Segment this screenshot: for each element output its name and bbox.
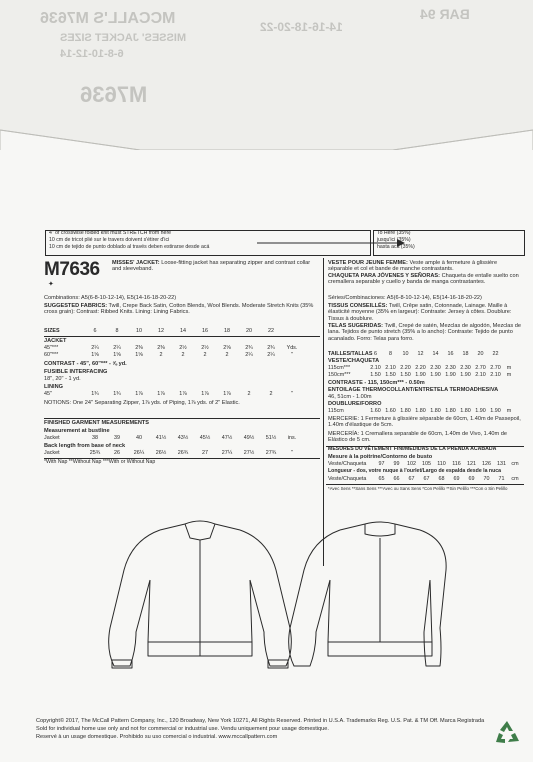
jacket-label-en: JACKET: [44, 338, 67, 344]
bust-title-en: Measurement at bustline: [44, 428, 110, 434]
row-label: 60"***: [44, 352, 59, 358]
table-cell: 2.20: [400, 365, 411, 371]
stretch-line: 10 cm de tejido de punto doblado al través deben estirarse desde acá: [49, 244, 210, 250]
bust-row-fr: [328, 461, 524, 468]
contrast-en: CONTRAST - 45", 60"*** - ⅝ yd.: [44, 361, 127, 367]
table-cell: 1⅞: [135, 391, 143, 397]
table-cell: 1.80: [445, 408, 456, 414]
table-cell: 26¾: [177, 450, 189, 456]
to-here-label: jusqu'ici (35%): [377, 237, 411, 243]
table-cell: 1.90: [490, 408, 501, 414]
table-cell: 2: [269, 391, 273, 397]
table-cell: 2⅜: [157, 345, 165, 351]
table-cell: 1.80: [430, 408, 441, 414]
table-cell: 2¼: [113, 345, 121, 351]
stretch-gauge: [45, 230, 525, 256]
table-cell: 1⅞: [223, 391, 231, 397]
table-cell: 1⅞: [179, 391, 187, 397]
unit-cell: m: [506, 365, 512, 371]
interfacing-fr: 46, 51cm - 1.00m: [328, 394, 372, 400]
unit-cell: cm: [511, 461, 519, 467]
table-cell: 26: [114, 450, 120, 456]
size-cell: 20: [477, 351, 484, 357]
notions-en: NOTIONS: One 24" Separating Zipper, 1⅞ yds. of Piping, 1⅞ yds. of 2" Elastic.: [44, 400, 240, 406]
mirrored-text: MISSES' JACKET SIZES: [60, 32, 187, 44]
table-cell: 38: [92, 435, 98, 441]
table-cell: 2: [159, 352, 163, 358]
table-cell: 2.30: [460, 365, 471, 371]
interfacing-label-fr: ENTOILAGE THERMOCOLLANT/ENTRETELA TERMOADHESIVA: [328, 387, 499, 393]
back-title-fr: Longueur - dos, votre nuque à l'ourlet/Largo de espalda desde la nuca: [328, 468, 502, 474]
size-cell: 12: [158, 328, 164, 334]
to-here-label: hasta acá (35%): [377, 244, 415, 250]
jacket-label-fr: VESTE/CHAQUETA: [328, 358, 380, 364]
table-cell: 1.80: [400, 408, 411, 414]
to-here-label: To Here (35%): [377, 230, 411, 236]
sizes-row-fr: [328, 351, 524, 358]
size-cell: 8: [115, 328, 119, 334]
mirrored-text: M7636: [80, 82, 148, 107]
table-cell: 131: [497, 461, 506, 467]
table-cell: 71: [498, 476, 505, 482]
table-cell: 65: [378, 476, 385, 482]
size-cell: 16: [202, 328, 208, 334]
unit-cell: ": [291, 352, 293, 358]
table-cell: 2.10: [385, 365, 396, 371]
table-cell: 1⅞: [157, 391, 165, 397]
size-cell: 20: [246, 328, 252, 334]
table-cell: 51½: [265, 435, 277, 441]
table-cell: 43½: [177, 435, 189, 441]
fabrics-en: SUGGESTED FABRICS: Twill, Crepe Back Satin, Cotton Blends, Wool Blends. Moderate Stretch Knits (35% cross grain): Contrast: Ribbed Knits. Lining: Lining Fabrics.: [44, 303, 314, 316]
table-cell: 49½: [243, 435, 255, 441]
row-label: 45"***: [44, 345, 59, 351]
jacket-yardage-en: [44, 345, 320, 359]
table-cell: 2¼: [91, 345, 99, 351]
table-cell: 102: [407, 461, 416, 467]
table-cell: 1.60: [385, 408, 396, 414]
size-cell: 8: [389, 351, 392, 357]
table-cell: 66: [393, 476, 400, 482]
size-cell: 6: [93, 328, 97, 334]
size-cell: 22: [268, 328, 274, 334]
section-rule: [326, 484, 524, 485]
table-cell: 68: [438, 476, 445, 482]
table-cell: 2.30: [445, 365, 456, 371]
table-cell: 67: [408, 476, 415, 482]
table-cell: 2: [203, 352, 207, 358]
table-cell: 47½: [221, 435, 233, 441]
row-label: Jacket: [44, 450, 60, 456]
table-cell: 1.90: [475, 408, 486, 414]
table-cell: 121: [467, 461, 476, 467]
lining-yardage-fr: [328, 408, 524, 415]
french-description: VESTE POUR JEUNE FEMME: Veste ample à fermeture à glissière séparable et col et bande de manche contrastants. CHAQUETA PARA JÓVENES Y SEÑORAS: Chaqueta de entalle suelto con cremallera separable y cuello y banda de manga contrastantes.: [328, 260, 519, 286]
usage-line: Sold for individual home use only and not for commercial or industrial use. Vendu uniquement pour usage domestique.: [36, 726, 329, 732]
table-cell: 97: [378, 461, 385, 467]
table-cell: 2¼: [267, 352, 275, 358]
table-cell: 1.90: [445, 372, 456, 378]
unit-cell: cm: [511, 476, 519, 482]
finished-title-fr: MESURES DU VÊTEMENT FINI/MEDIDAS DE LA PRENDA ACABADA: [328, 446, 497, 452]
back-title-en: Back length from base of neck: [44, 443, 126, 449]
table-cell: 1.90: [460, 372, 471, 378]
mirrored-text: MCCALL'S M7636: [40, 10, 176, 27]
size-cell: 14: [180, 328, 186, 334]
contrast-fr: CONTRASTE - 115, 150cm*** - 0.50m: [328, 380, 425, 386]
stretch-line: 10 cm de tricot plié sur le travers doivent s'étirer d'ici: [49, 237, 170, 243]
usage-line-fr-es: Reservé à un usage domestique. Prohibido su uso comercial o industrial. www.mccallpattern.com: [36, 734, 278, 740]
table-cell: 1.90: [415, 372, 426, 378]
table-cell: 1¾: [113, 391, 121, 397]
table-cell: 2: [181, 352, 185, 358]
fabrics-fr: TISSUS CONSEILLÉS: Twill, Crêpe satin, Cotonnade, Lainage. Maille à élasticité moyenne (35% en largeur): Contraste: Jersey à côtes. Doublure: Tissus à doublure.: [328, 303, 512, 322]
mirrored-text: BAR 94: [420, 6, 470, 22]
english-description: MISSES' JACKET: Loose-fitting jacket has separating zipper and contrast collar and sleeveband.: [112, 260, 311, 273]
row-label: Veste/Chaqueta: [328, 476, 367, 482]
mercerie-fr: MERCERIE: 1 Fermeture à glissière séparable de 60cm, 1.40m de Passepoil, 1.40m d'élastique de 5cm.: [328, 416, 521, 429]
mirrored-text: 14-16-18-20-22: [260, 20, 343, 34]
table-cell: 2.10: [475, 372, 486, 378]
lining-label-fr: DOUBLURE/FORRO: [328, 401, 382, 407]
fabrics-es: TELAS SUGERIDAS: Twill, Crepé de satén, Mezclas de algodón, Mezclas de lana. Tejidos de punto stretch (35% a lo ancho): Contraste: Tejido de punto acanalado. Forro: Telas para forro.: [328, 323, 521, 342]
table-cell: 2¾: [245, 345, 253, 351]
table-cell: 2: [225, 352, 229, 358]
table-cell: 2¾: [267, 345, 275, 351]
size-cell: 12: [417, 351, 424, 357]
jacket-technical-drawings: [90, 500, 450, 680]
bust-title-fr: Mesure à la poitrine/Contorno de busto: [328, 454, 433, 460]
size-cell: 6: [374, 351, 377, 357]
table-cell: 2.70: [490, 365, 501, 371]
table-cell: 2.10: [370, 365, 381, 371]
combinations-en: Combinations: A5(6-8-10-12-14), E5(14-16-18-20-22): [44, 295, 177, 301]
sizes-label: SIZES: [44, 328, 60, 334]
table-cell: 99: [393, 461, 400, 467]
table-cell: 116: [452, 461, 461, 467]
table-cell: 1¾: [91, 391, 99, 397]
unit-cell: ins.: [287, 435, 297, 441]
table-cell: 105: [422, 461, 431, 467]
table-cell: 69: [468, 476, 475, 482]
recycle-icon: [494, 720, 520, 744]
table-cell: 67: [423, 476, 430, 482]
table-cell: 2.20: [415, 365, 426, 371]
pattern-number: M7636: [44, 259, 100, 280]
size-cell: 14: [432, 351, 439, 357]
table-cell: 1.90: [430, 372, 441, 378]
table-cell: 40: [136, 435, 142, 441]
row-label: Jacket: [44, 435, 60, 441]
size-cell: 22: [492, 351, 499, 357]
table-cell: 26¼: [133, 450, 145, 456]
footnote-fr: *Avec Sens **Sans Sens ***Avec ou Sans Sens *Con Pelillo **Sin Pelillo ***Con o Sin Pelillo: [328, 486, 508, 491]
unit-cell: Yds.: [286, 345, 298, 351]
table-cell: 27¼: [221, 450, 233, 456]
stretch-line: 4" of crosswise folded knit must STRETCH from here: [49, 230, 172, 236]
mirrored-text: 6-8-10-12-14: [60, 48, 124, 60]
table-cell: 39: [114, 435, 120, 441]
size-cell: 18: [224, 328, 230, 334]
section-rule: [44, 418, 320, 419]
table-cell: 2½: [201, 345, 209, 351]
row-label: Veste/Chaqueta: [328, 461, 367, 467]
interfacing-en: 18", 20" - 1 yd.: [44, 376, 81, 382]
sizes-label: TAILLES/TALLAS: [328, 351, 373, 357]
table-cell: 25¾: [89, 450, 101, 456]
table-cell: 27: [202, 450, 208, 456]
interfacing-label-en: FUSIBLE INTERFACING: [44, 369, 108, 375]
copyright-line: Copyright© 2017, The McCall Pattern Company, Inc., 120 Broadway, New York 10271, All Rights Reserved. Printed in U.S.A. Trademarks Reg. U.S. Pat. & TM Off. Marca Registrada: [36, 718, 485, 724]
table-cell: 26½: [155, 450, 167, 456]
jacket-back-drawing: [289, 522, 446, 666]
back-row-fr: [328, 476, 524, 483]
table-cell: 41½: [155, 435, 167, 441]
row-label: 115cm: [328, 408, 344, 414]
table-cell: 110: [437, 461, 446, 467]
combinations-fr: Séries/Combinaciones: A5(6-8-10-12-14), E5(14-16-18-20-22): [328, 295, 482, 301]
back-row-en: [44, 450, 320, 457]
table-cell: 1⅞: [201, 391, 209, 397]
table-cell: 1⅝: [135, 352, 143, 358]
table-cell: 70: [483, 476, 490, 482]
table-cell: 1.80: [460, 408, 471, 414]
yardage-table-en: [44, 328, 320, 335]
unit-cell: ": [291, 450, 293, 456]
size-cell: 10: [136, 328, 142, 334]
table-cell: 2¼: [245, 352, 253, 358]
table-cell: 1.60: [370, 408, 381, 414]
table-cell: 2⅜: [135, 345, 143, 351]
bust-row-en: [44, 435, 320, 442]
row-label: 45": [44, 391, 52, 397]
size-cell: 18: [462, 351, 469, 357]
row-label: 150cm***: [328, 372, 351, 378]
jacket-yardage-fr: [328, 365, 524, 379]
table-cell: 2⅝: [223, 345, 231, 351]
table-cell: 2.30: [430, 365, 441, 371]
table-rule: [44, 336, 320, 337]
jacket-front-drawing: [109, 521, 292, 668]
merceria-es: MERCERÍA: 1 Cremallera separable de 60cm, 1.40m de Vivo, 1.40m de Elástico de 5 cm.: [328, 431, 507, 444]
table-cell: 1⅝: [91, 352, 99, 358]
table-cell: 27½: [243, 450, 255, 456]
row-label: 115cm***: [328, 365, 351, 371]
unit-cell: m: [506, 372, 512, 378]
table-cell: 1.50: [400, 372, 411, 378]
table-cell: 1.50: [385, 372, 396, 378]
lining-yardage-en: [44, 391, 320, 398]
unit-cell: ": [291, 391, 293, 397]
table-cell: 27¾: [265, 450, 277, 456]
table-cell: 1.80: [415, 408, 426, 414]
table-cell: 1⅝: [113, 352, 121, 358]
plus-icon: ✦: [48, 281, 54, 288]
size-cell: 10: [402, 351, 409, 357]
table-cell: 69: [453, 476, 460, 482]
table-cell: 2: [247, 391, 251, 397]
footnote-en: *With Nap **Without Nap ***With or Without Nap: [44, 459, 156, 465]
table-cell: 2½: [179, 345, 187, 351]
size-cell: 16: [447, 351, 454, 357]
finished-title-en: FINISHED GARMENT MEASUREMENTS: [44, 420, 150, 426]
lining-label-en: LINING: [44, 384, 63, 390]
table-cell: 126: [482, 461, 491, 467]
table-cell: 2.70: [475, 365, 486, 371]
table-cell: 2.10: [490, 372, 501, 378]
table-cell: 1.50: [370, 372, 381, 378]
unit-cell: m: [506, 408, 512, 414]
table-cell: 45½: [199, 435, 211, 441]
